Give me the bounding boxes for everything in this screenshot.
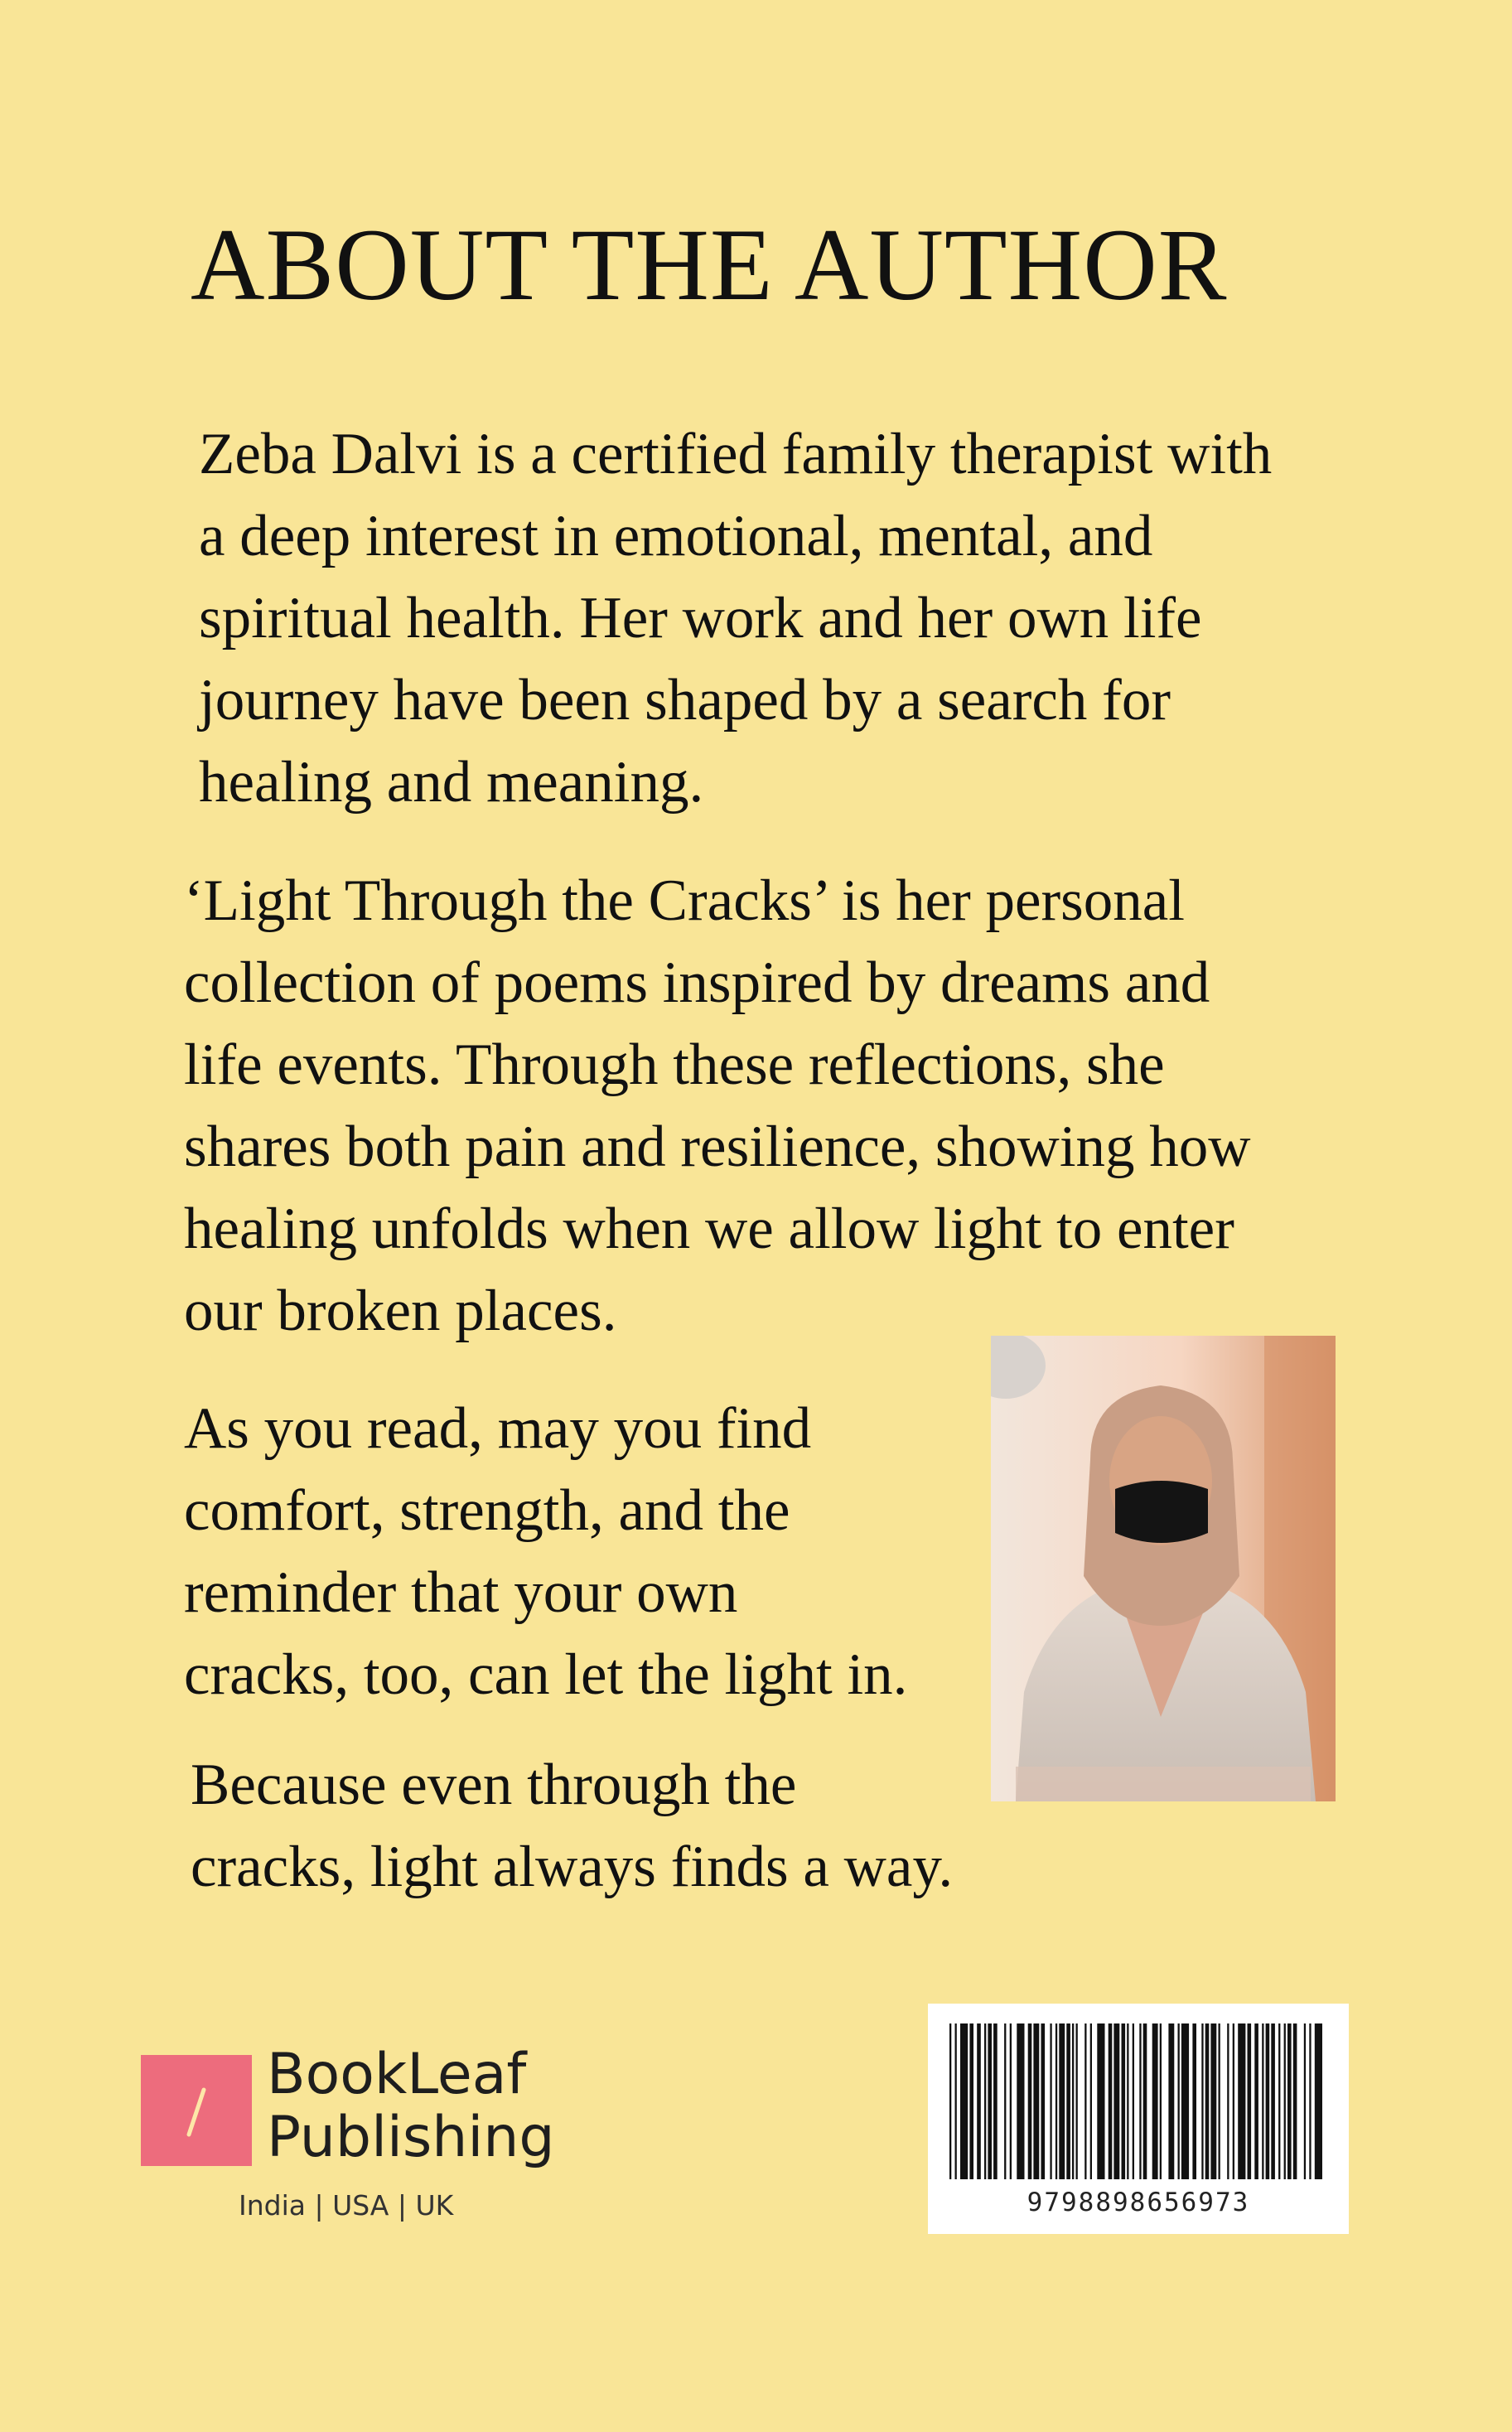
isbn-number: 9798898656973	[1027, 2188, 1250, 2217]
barcode-bar	[1248, 2023, 1252, 2179]
barcode-bar	[1178, 2023, 1180, 2179]
barcode-bar	[1109, 2023, 1113, 2179]
barcode-bar	[1113, 2023, 1119, 2179]
barcode-bar	[969, 2023, 973, 2179]
text-line: Zeba Dalvi is a certified family therapist with	[199, 422, 1273, 486]
barcode-bar	[1233, 2023, 1234, 2179]
barcode-bar	[1293, 2023, 1297, 2179]
barcode-bar	[1090, 2023, 1092, 2179]
book-description-paragraph	[184, 860, 1251, 1352]
barcode-bar	[1076, 2023, 1078, 2179]
barcode-bar	[1309, 2023, 1311, 2179]
text-line: cracks, light always finds a way.	[191, 1835, 954, 1899]
barcode-bar	[1072, 2023, 1074, 2179]
text-line: As you read, may you find	[184, 1396, 812, 1461]
barcode-bar	[1160, 2023, 1162, 2179]
barcode-bar	[1210, 2023, 1216, 2179]
publisher-name	[267, 2043, 555, 2169]
text-line: journey have been shaped by a search for	[199, 668, 1171, 733]
barcode-bar	[1139, 2023, 1141, 2179]
text-line: reminder that your own	[184, 1560, 738, 1625]
barcode-bar	[960, 2023, 968, 2179]
text-line: our broken places.	[184, 1279, 617, 1343]
barcode-bar	[1122, 2023, 1126, 2179]
barcode-bar	[1050, 2023, 1051, 2179]
publisher-regions: India | USA | UK	[239, 2189, 454, 2222]
barcode-bar	[1066, 2023, 1070, 2179]
barcode-bar	[949, 2023, 951, 2179]
text-line: Because even through the	[191, 1753, 797, 1817]
publisher-name-line: Publishing	[267, 2105, 555, 2170]
barcode-bar	[1192, 2023, 1196, 2179]
text-line: healing unfolds when we allow light to enter	[184, 1197, 1234, 1261]
author-photo	[991, 1336, 1336, 1801]
barcode-bar	[1266, 2023, 1270, 2179]
barcode-bar	[1028, 2023, 1032, 2179]
text-line: cracks, too, can let the light in.	[184, 1642, 908, 1707]
text-line: spiritual health. Her work and her own life	[199, 586, 1202, 650]
barcode-bar	[1084, 2023, 1086, 2179]
text-line: healing and meaning.	[199, 750, 704, 815]
barcode-bar	[1287, 2023, 1292, 2179]
closing-paragraph	[191, 1744, 953, 1908]
barcode-bar	[955, 2023, 957, 2179]
barcode-bar	[1304, 2023, 1306, 2179]
barcode-bar	[1143, 2023, 1147, 2179]
barcode-bar	[984, 2023, 986, 2179]
barcode-bar	[1284, 2023, 1286, 2179]
barcode-bar	[1152, 2023, 1158, 2179]
barcode-bar	[1271, 2023, 1275, 2179]
barcode-bar	[1017, 2023, 1024, 2179]
barcode-bar	[1133, 2023, 1134, 2179]
barcode-bar	[1004, 2023, 1006, 2179]
barcode-bar	[1205, 2023, 1210, 2179]
barcode-bar	[1168, 2023, 1174, 2179]
barcode-bar	[1181, 2023, 1189, 2179]
barcode-bar	[1278, 2023, 1280, 2179]
barcode-bar	[1056, 2023, 1057, 2179]
barcode-bar	[977, 2023, 981, 2179]
text-line: a deep interest in emotional, mental, and	[199, 504, 1153, 568]
bookleaf-logo-icon	[141, 2055, 252, 2166]
barcode-bar	[1010, 2023, 1012, 2179]
publisher-name-line: BookLeaf	[267, 2042, 527, 2107]
bio-paragraph	[199, 413, 1272, 824]
barcode-bar	[1201, 2023, 1203, 2179]
barcode-bar	[1238, 2023, 1245, 2179]
text-line: life events. Through these reflections, she	[184, 1032, 1165, 1097]
text-line: comfort, strength, and the	[184, 1478, 790, 1543]
text-line: collection of poems inspired by dreams and	[184, 950, 1210, 1015]
barcode-bar	[988, 2023, 992, 2179]
barcode-bar	[1033, 2023, 1039, 2179]
text-line: shares both pain and resilience, showing how	[184, 1114, 1251, 1179]
reader-wish-paragraph	[184, 1388, 907, 1716]
text-line: ‘Light Through the Cracks’ is her personal	[184, 868, 1186, 933]
barcode-bar	[1315, 2023, 1322, 2179]
barcode-bar	[1127, 2023, 1128, 2179]
barcode-bar	[1041, 2023, 1046, 2179]
barcode-bar	[993, 2023, 998, 2179]
barcode-bar	[1219, 2023, 1220, 2179]
isbn-barcode	[928, 2004, 1349, 2234]
barcode-bar	[1262, 2023, 1263, 2179]
barcode-bar	[1059, 2023, 1065, 2179]
page-title: ABOUT THE AUTHOR	[191, 208, 1228, 322]
barcode-bar	[1254, 2023, 1258, 2179]
barcode-bar	[1097, 2023, 1104, 2179]
barcode-bar	[1227, 2023, 1229, 2179]
